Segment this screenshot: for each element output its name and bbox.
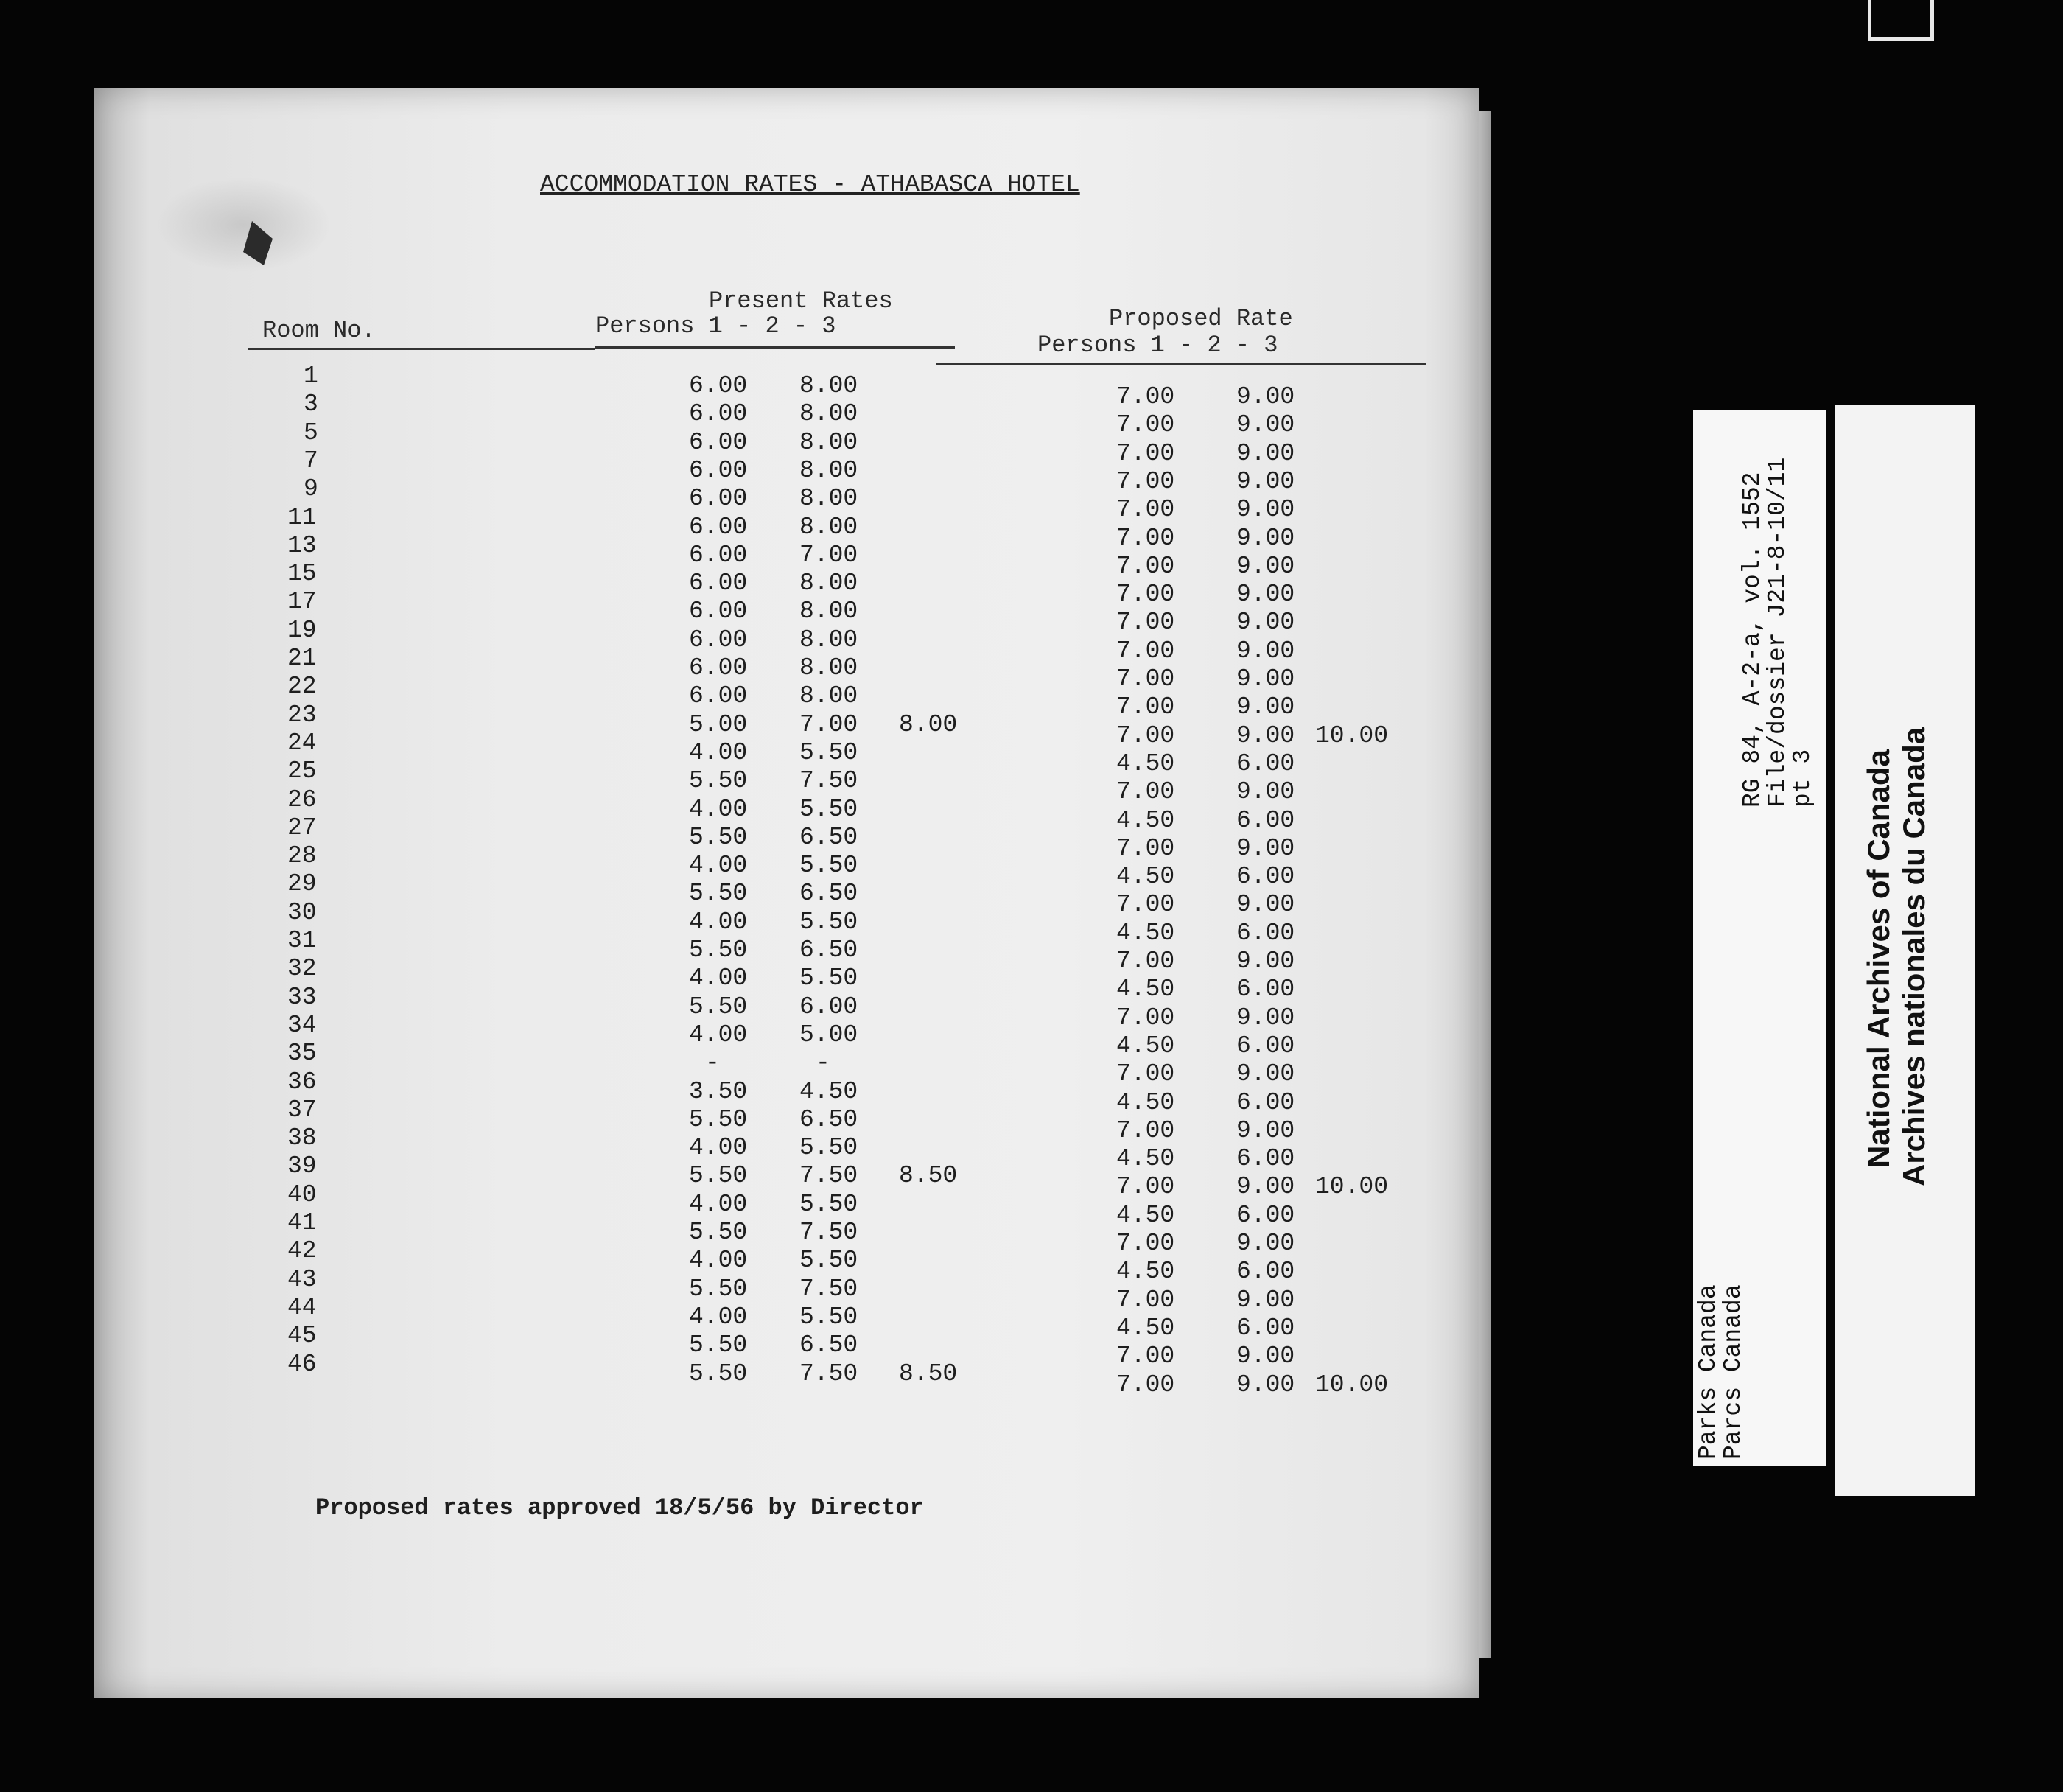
- archive-reference-label: [1693, 410, 1826, 1466]
- room-number: 42: [287, 1237, 317, 1265]
- present-rate-1-person: 6.00: [689, 541, 748, 569]
- present-rate-3-persons: 8.00: [899, 710, 958, 738]
- proposed-rate-2-persons: 9.00: [1236, 1371, 1295, 1399]
- corner-frame-mark: [1868, 0, 1934, 41]
- present-rate-1-person: 4.00: [689, 795, 748, 823]
- proposed-rate-2-persons: 9.00: [1236, 693, 1295, 721]
- proposed-rate-2-persons: 6.00: [1236, 1258, 1295, 1286]
- room-number: 24: [287, 729, 317, 757]
- present-rate-1-person: 4.00: [689, 1021, 748, 1049]
- nac-line-1: National Archives of Canada: [1861, 749, 1896, 1168]
- room-number: 23: [287, 701, 317, 729]
- room-number: 28: [287, 842, 317, 870]
- room-number: 15: [287, 560, 317, 588]
- proposed-rate-2-persons: 9.00: [1236, 1230, 1295, 1257]
- present-rate-1-person: 6.00: [689, 400, 748, 428]
- room-number: 25: [287, 757, 317, 785]
- room-number: 9: [304, 475, 318, 503]
- present-rate-2-persons: 7.50: [799, 767, 858, 795]
- proposed-rate-1-person: 4.50: [1116, 1032, 1175, 1060]
- proposed-rate-1-person: 7.00: [1116, 1371, 1175, 1399]
- proposed-rate-2-persons: 6.00: [1236, 1314, 1295, 1342]
- proposed-rate-2-persons: 9.00: [1236, 1116, 1295, 1144]
- present-rate-2-persons: 5.50: [799, 908, 858, 936]
- present-rate-2-persons: 6.50: [799, 880, 858, 908]
- header-room-no: Room No.: [262, 317, 376, 344]
- room-number: 17: [287, 588, 317, 616]
- present-rate-2-persons: -: [816, 1049, 830, 1077]
- document-title: ACCOMMODATION RATES - ATHABASCA HOTEL: [540, 171, 1080, 198]
- room-number: 5: [304, 419, 318, 447]
- present-rate-2-persons: 6.50: [799, 823, 858, 851]
- present-rate-3-persons: 8.50: [899, 1359, 958, 1387]
- present-rate-1-person: 5.50: [689, 1105, 748, 1133]
- present-rate-2-persons: 5.50: [799, 1303, 858, 1331]
- present-rate-2-persons: 5.50: [799, 738, 858, 766]
- present-rate-2-persons: 8.00: [799, 428, 858, 456]
- present-rate-2-persons: 5.50: [799, 795, 858, 823]
- present-rate-2-persons: 6.00: [799, 993, 858, 1021]
- present-rate-2-persons: 8.00: [799, 513, 858, 541]
- paper-stain: [155, 177, 332, 273]
- proposed-rate-1-person: 7.00: [1116, 411, 1175, 439]
- proposed-rate-2-persons: 9.00: [1236, 411, 1295, 439]
- proposed-rate-1-person: 7.00: [1116, 383, 1175, 410]
- proposed-rate-2-persons: 9.00: [1236, 1004, 1295, 1032]
- parks-line-2: Parcs Canada: [1720, 1284, 1747, 1460]
- proposed-rate-2-persons: 9.00: [1236, 496, 1295, 524]
- proposed-rate-1-person: 7.00: [1116, 637, 1175, 665]
- room-number: 27: [287, 813, 317, 841]
- present-rate-1-person: 6.00: [689, 654, 748, 682]
- proposed-rate-1-person: 7.00: [1116, 891, 1175, 919]
- present-rate-1-person: 4.00: [689, 908, 748, 936]
- present-rate-1-person: 5.50: [689, 880, 748, 908]
- nac-line-2: Archives nationales du Canada: [1896, 727, 1931, 1186]
- proposed-rate-1-person: 7.00: [1116, 1230, 1175, 1257]
- present-rate-1-person: 5.50: [689, 1162, 748, 1190]
- proposed-rate-1-person: 4.50: [1116, 863, 1175, 891]
- room-number: 26: [287, 785, 317, 813]
- proposed-rate-2-persons: 6.00: [1236, 749, 1295, 777]
- proposed-rate-2-persons: 9.00: [1236, 1173, 1295, 1201]
- present-rate-1-person: 5.00: [689, 710, 748, 738]
- present-rate-1-person: 6.00: [689, 682, 748, 710]
- proposed-rate-1-person: 7.00: [1116, 467, 1175, 495]
- present-rate-2-persons: 5.50: [799, 965, 858, 993]
- present-rate-1-person: 4.00: [689, 738, 748, 766]
- present-rate-1-person: -: [705, 1049, 720, 1077]
- reference-line-1: RG 84, A-2-a, vol. 1552: [1739, 472, 1766, 808]
- present-rate-2-persons: 5.50: [799, 1190, 858, 1218]
- proposed-rate-1-person: 4.50: [1116, 1258, 1175, 1286]
- proposed-rate-2-persons: 9.00: [1236, 834, 1295, 862]
- present-rate-2-persons: 5.50: [799, 1247, 858, 1275]
- proposed-rate-2-persons: 9.00: [1236, 383, 1295, 410]
- proposed-rate-1-person: 7.00: [1116, 948, 1175, 975]
- present-rate-1-person: 6.00: [689, 570, 748, 598]
- proposed-rate-1-person: 7.00: [1116, 1004, 1175, 1032]
- present-rate-2-persons: 7.50: [799, 1359, 858, 1387]
- present-rate-1-person: 6.00: [689, 598, 748, 626]
- room-number: 32: [287, 955, 317, 983]
- proposed-rate-2-persons: 9.00: [1236, 439, 1295, 467]
- proposed-rate-2-persons: 9.00: [1236, 637, 1295, 665]
- present-rate-1-person: 4.00: [689, 1190, 748, 1218]
- present-rate-3-persons: 8.50: [899, 1162, 958, 1190]
- room-number: 1: [304, 363, 318, 390]
- present-rate-1-person: 4.00: [689, 1134, 748, 1162]
- room-number: 41: [287, 1209, 317, 1236]
- room-number: 34: [287, 1011, 317, 1039]
- room-number: 45: [287, 1322, 317, 1350]
- proposed-rate-2-persons: 9.00: [1236, 721, 1295, 749]
- present-rate-1-person: 6.00: [689, 513, 748, 541]
- proposed-rate-1-person: 4.50: [1116, 919, 1175, 947]
- room-number: 44: [287, 1293, 317, 1321]
- proposed-rate-2-persons: 6.00: [1236, 863, 1295, 891]
- header-rule-proposed: [936, 363, 1426, 365]
- present-rate-2-persons: 8.00: [799, 598, 858, 626]
- proposed-rate-1-person: 7.00: [1116, 665, 1175, 693]
- proposed-rate-1-person: 4.50: [1116, 806, 1175, 834]
- present-rate-2-persons: 7.00: [799, 541, 858, 569]
- proposed-rate-1-person: 7.00: [1116, 778, 1175, 806]
- room-number: 31: [287, 927, 317, 954]
- present-rate-1-person: 5.50: [689, 767, 748, 795]
- room-number: 7: [304, 447, 318, 475]
- proposed-rate-2-persons: 6.00: [1236, 976, 1295, 1004]
- present-rate-2-persons: 8.00: [799, 570, 858, 598]
- proposed-rate-2-persons: 9.00: [1236, 778, 1295, 806]
- proposed-rate-2-persons: 6.00: [1236, 806, 1295, 834]
- proposed-rate-2-persons: 9.00: [1236, 609, 1295, 637]
- present-rate-1-person: 4.00: [689, 965, 748, 993]
- header-proposed-persons: Persons 1 - 2 - 3: [1037, 332, 1278, 359]
- header-present-rates: Present Rates: [709, 287, 893, 315]
- present-rate-2-persons: 8.00: [799, 654, 858, 682]
- proposed-rate-1-person: 7.00: [1116, 1286, 1175, 1314]
- proposed-rate-1-person: 7.00: [1116, 609, 1175, 637]
- present-rate-2-persons: 5.50: [799, 852, 858, 880]
- present-rate-1-person: 6.00: [689, 456, 748, 484]
- proposed-rate-2-persons: 6.00: [1236, 919, 1295, 947]
- room-number: 35: [287, 1040, 317, 1068]
- proposed-rate-1-person: 7.00: [1116, 496, 1175, 524]
- present-rate-1-person: 5.50: [689, 993, 748, 1021]
- present-rate-2-persons: 7.50: [799, 1219, 858, 1246]
- proposed-rate-1-person: 7.00: [1116, 1116, 1175, 1144]
- room-number: 38: [287, 1124, 317, 1152]
- header-proposed-rate: Proposed Rate: [1109, 305, 1293, 332]
- room-number: 30: [287, 898, 317, 926]
- proposed-rate-2-persons: 6.00: [1236, 1201, 1295, 1229]
- proposed-rate-2-persons: 9.00: [1236, 1343, 1295, 1371]
- proposed-rate-1-person: 7.00: [1116, 1173, 1175, 1201]
- present-rate-1-person: 4.00: [689, 852, 748, 880]
- proposed-rate-1-person: 7.00: [1116, 524, 1175, 552]
- proposed-rate-1-person: 7.00: [1116, 439, 1175, 467]
- room-number: 29: [287, 870, 317, 898]
- present-rate-2-persons: 7.50: [799, 1162, 858, 1190]
- proposed-rate-1-person: 4.50: [1116, 1088, 1175, 1116]
- proposed-rate-2-persons: 9.00: [1236, 1060, 1295, 1088]
- national-archives-label: [1835, 405, 1975, 1496]
- proposed-rate-1-person: 7.00: [1116, 1060, 1175, 1088]
- room-number: 37: [287, 1096, 317, 1124]
- proposed-rate-2-persons: 9.00: [1236, 552, 1295, 580]
- proposed-rate-2-persons: 9.00: [1236, 665, 1295, 693]
- present-rate-1-person: 5.50: [689, 1275, 748, 1303]
- proposed-rate-2-persons: 6.00: [1236, 1032, 1295, 1060]
- proposed-rate-1-person: 4.50: [1116, 1314, 1175, 1342]
- proposed-rate-1-person: 4.50: [1116, 749, 1175, 777]
- proposed-rate-1-person: 7.00: [1116, 693, 1175, 721]
- room-number: 21: [287, 645, 317, 672]
- present-rate-2-persons: 5.50: [799, 1134, 858, 1162]
- parks-line-1: Parks Canada: [1695, 1284, 1722, 1460]
- proposed-rate-2-persons: 9.00: [1236, 948, 1295, 975]
- present-rate-1-person: 6.00: [689, 428, 748, 456]
- present-rate-2-persons: 5.00: [799, 1021, 858, 1049]
- header-present-persons: Persons 1 - 2 - 3: [595, 312, 836, 340]
- proposed-rate-1-person: 7.00: [1116, 834, 1175, 862]
- proposed-rate-1-person: 4.50: [1116, 1145, 1175, 1173]
- proposed-rate-2-persons: 6.00: [1236, 1145, 1295, 1173]
- present-rate-1-person: 6.00: [689, 626, 748, 654]
- proposed-rate-2-persons: 9.00: [1236, 1286, 1295, 1314]
- present-rate-2-persons: 8.00: [799, 485, 858, 513]
- present-rate-2-persons: 7.50: [799, 1275, 858, 1303]
- room-number: 36: [287, 1068, 317, 1096]
- header-rule-present: [595, 346, 955, 349]
- proposed-rate-1-person: 4.50: [1116, 976, 1175, 1004]
- proposed-rate-3-persons: 10.00: [1315, 1371, 1389, 1399]
- present-rate-2-persons: 8.00: [799, 400, 858, 428]
- present-rate-2-persons: 7.00: [799, 710, 858, 738]
- present-rate-1-person: 5.50: [689, 1331, 748, 1359]
- proposed-rate-1-person: 7.00: [1116, 552, 1175, 580]
- reference-line-3: pt 3: [1789, 749, 1816, 808]
- present-rate-2-persons: 8.00: [799, 626, 858, 654]
- proposed-rate-3-persons: 10.00: [1315, 1173, 1389, 1201]
- proposed-rate-2-persons: 9.00: [1236, 524, 1295, 552]
- present-rate-1-person: 6.00: [689, 485, 748, 513]
- present-rate-2-persons: 8.00: [799, 682, 858, 710]
- present-rate-1-person: 5.50: [689, 1219, 748, 1246]
- proposed-rate-1-person: 7.00: [1116, 1343, 1175, 1371]
- room-number: 3: [304, 391, 318, 419]
- present-rate-1-person: 5.50: [689, 937, 748, 964]
- present-rate-1-person: 3.50: [689, 1077, 748, 1105]
- room-number: 22: [287, 673, 317, 701]
- room-number: 13: [287, 531, 317, 559]
- room-number: 40: [287, 1180, 317, 1208]
- proposed-rate-2-persons: 9.00: [1236, 467, 1295, 495]
- proposed-rate-1-person: 7.00: [1116, 581, 1175, 609]
- present-rate-2-persons: 4.50: [799, 1077, 858, 1105]
- present-rate-1-person: 4.00: [689, 1247, 748, 1275]
- present-rate-2-persons: 6.50: [799, 937, 858, 964]
- proposed-rate-1-person: 4.50: [1116, 1201, 1175, 1229]
- approval-footnote: Proposed rates approved 18/5/56 by Director: [315, 1494, 924, 1522]
- proposed-rate-2-persons: 9.00: [1236, 581, 1295, 609]
- proposed-rate-1-person: 7.00: [1116, 721, 1175, 749]
- present-rate-1-person: 5.50: [689, 1359, 748, 1387]
- present-rate-1-person: 6.00: [689, 372, 748, 399]
- proposed-rate-2-persons: 9.00: [1236, 891, 1295, 919]
- present-rate-1-person: 5.50: [689, 823, 748, 851]
- present-rate-1-person: 4.00: [689, 1303, 748, 1331]
- room-number: 11: [287, 503, 317, 531]
- present-rate-2-persons: 6.50: [799, 1105, 858, 1133]
- proposed-rate-3-persons: 10.00: [1315, 721, 1389, 749]
- room-number: 43: [287, 1265, 317, 1293]
- present-rate-2-persons: 8.00: [799, 456, 858, 484]
- room-number: 33: [287, 983, 317, 1011]
- header-rule-room: [248, 348, 595, 350]
- reference-line-2: File/dossier J21-8-10/11: [1764, 457, 1791, 808]
- room-number: 19: [287, 616, 317, 644]
- room-number: 46: [287, 1350, 317, 1378]
- present-rate-2-persons: 6.50: [799, 1331, 858, 1359]
- present-rate-2-persons: 8.00: [799, 372, 858, 399]
- room-number: 39: [287, 1152, 317, 1180]
- proposed-rate-2-persons: 6.00: [1236, 1088, 1295, 1116]
